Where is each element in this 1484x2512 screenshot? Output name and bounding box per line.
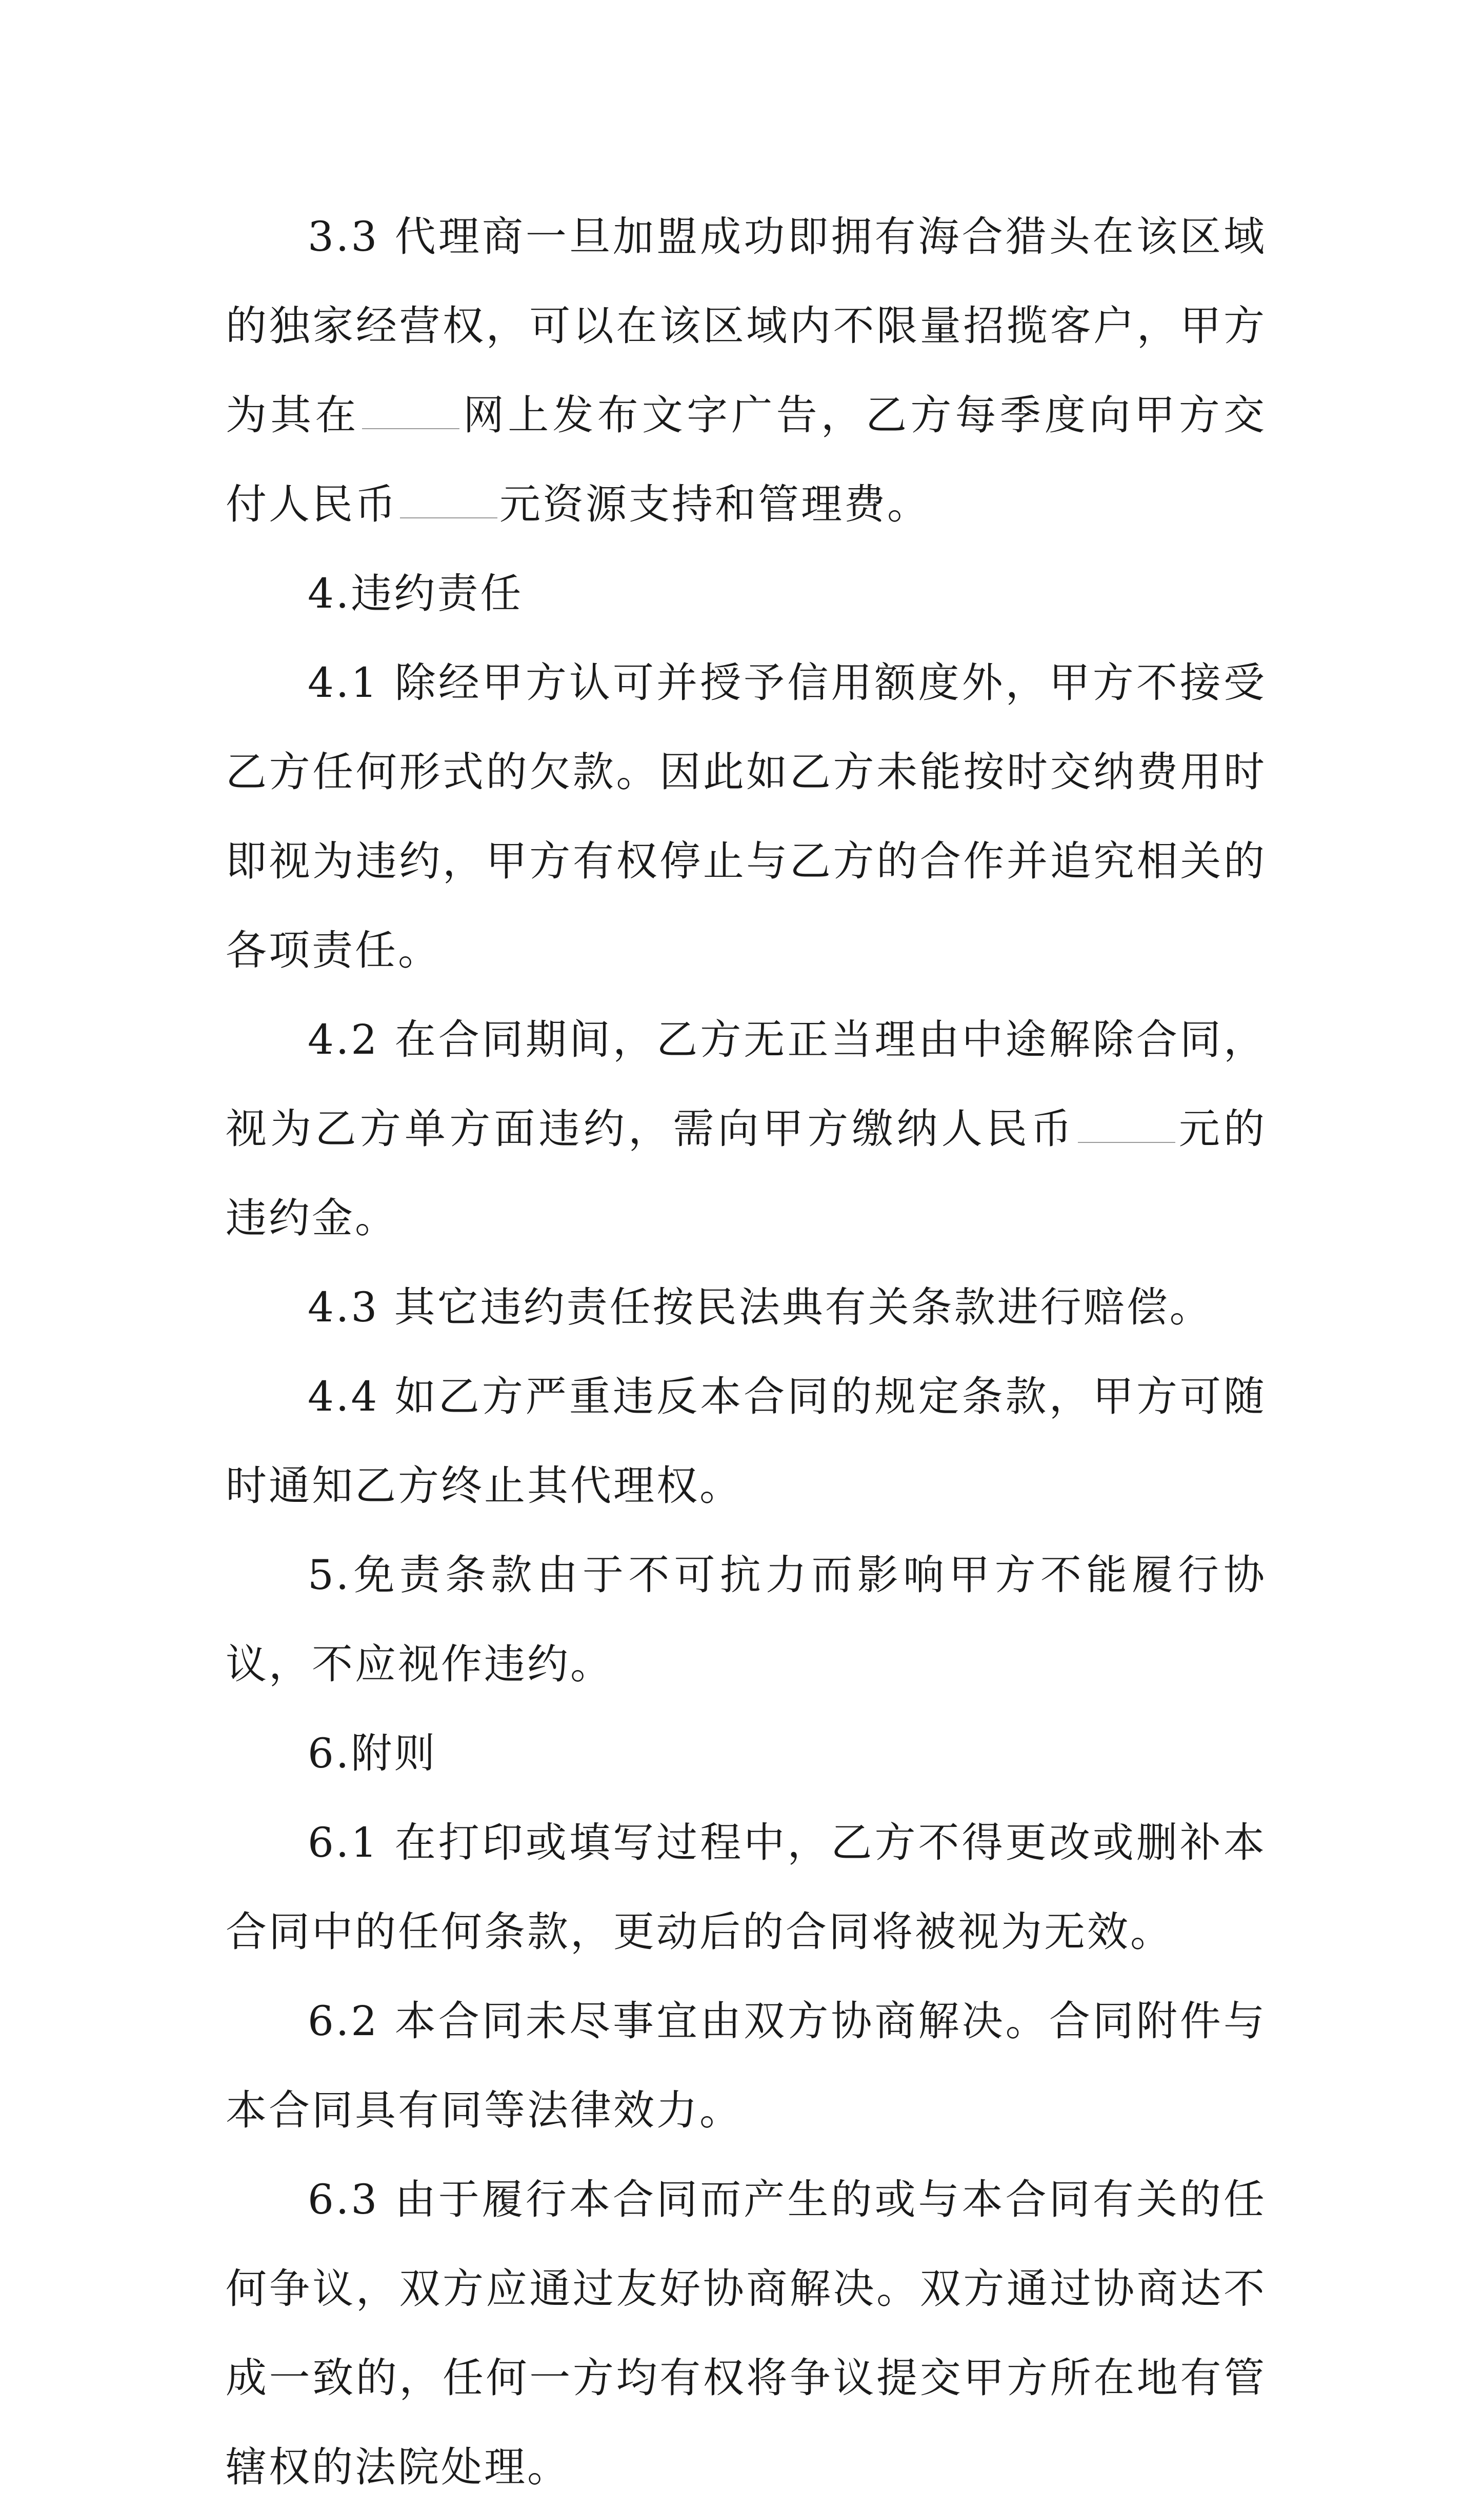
fill-in-blank bbox=[362, 392, 459, 429]
clause-4-4: 4.4 如乙方严重违反本合同的规定条款，甲方可随时通知乙方终止其代理权。 bbox=[226, 1373, 1267, 1510]
clause-text: 元资源支持和管理费。 bbox=[499, 480, 930, 528]
fill-in-blank bbox=[400, 481, 497, 518]
clause-6-2: 6.2 本合同未尽事宜由双方协商解决。合同附件与本合同具有同等法律效力。 bbox=[226, 1997, 1267, 2134]
clause-6-3: 6.3 由于履行本合同而产生的或与本合同有关的任何争议，双方应通过友好协商解决。双方通过协商达不成一致的，任何一方均有权将争议提交甲方所在地有管辖权的法院处理。 bbox=[226, 2176, 1267, 2491]
clause-3-3 bbox=[226, 192, 1267, 549]
clause-4-2 bbox=[226, 995, 1267, 1263]
clause-text: 元的违约金。 bbox=[226, 1105, 1267, 1242]
fill-in-blank bbox=[1078, 1106, 1175, 1143]
section-heading-4: 4.违约责任 bbox=[308, 570, 524, 617]
clause-5: 5.免责条款由于不可抗力而影响甲方不能履行协议，不应视作违约。 bbox=[226, 1551, 1267, 1688]
clause-4-1: 4.1 除经甲方认可并授予信用额度外，甲方不接受乙方任何形式的欠款。因此如乙方未能按时交纳费用时即视为违约，甲方有权停止与乙方的合作并追究相关的各项责任。 bbox=[226, 659, 1267, 974]
section-heading-6: 6.附则 bbox=[308, 1730, 437, 1777]
clause-6-1: 6.1 在打印或填写过程中，乙方不得更改或删补本合同中的任何条款，更动后的合同将被视为无效。 bbox=[226, 1819, 1267, 1956]
clause-4-3: 4.3 其它违约责任按民法典有关条款进行赔偿。 bbox=[308, 1283, 1213, 1331]
clause-text: 4.2 在合同期间，乙方无正当理由中途解除合同，视为乙方单方面违约，需向甲方缴纳人民币 bbox=[226, 1016, 1267, 1153]
clause-text: 3.3 代理商一旦加盟成功即拥有海合猎头在该区域的独家经营权，可以在该区域内不限量招揽客户，甲方为其在 bbox=[226, 213, 1267, 439]
document-body bbox=[226, 192, 1267, 2512]
clause-text: 网上发布文字广告，乙方每季度向甲方交付人民币 bbox=[226, 391, 1267, 528]
